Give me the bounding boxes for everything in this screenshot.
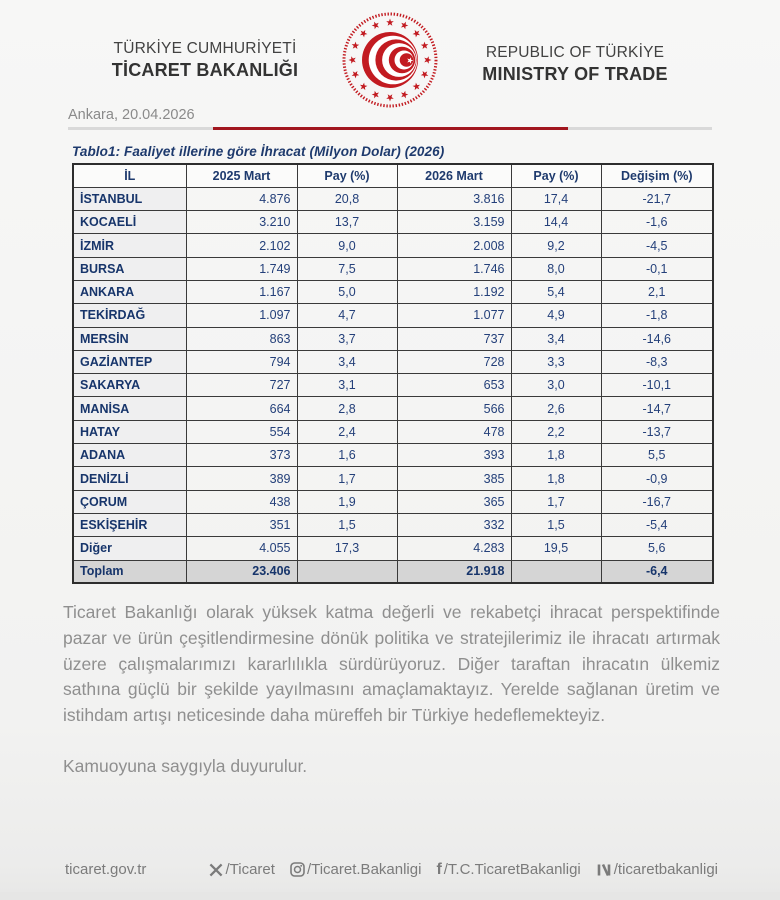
value-cell: 1.746	[397, 257, 511, 280]
value-cell: 4.876	[186, 187, 297, 210]
table-row	[73, 444, 713, 467]
value-cell: 1.077	[397, 304, 511, 327]
header-right-line1: REPUBLIC OF TÜRKİYE	[485, 44, 665, 61]
value-cell: -4,5	[601, 234, 713, 257]
value-cell: 3,1	[297, 374, 397, 397]
table-row	[73, 211, 713, 234]
value-cell: 3,4	[297, 350, 397, 373]
value-cell: 1,5	[511, 513, 601, 536]
social-handle: /T.C.TicaretBakanligi	[443, 861, 581, 878]
social-handle: /ticaretbakanligi	[613, 861, 718, 878]
value-cell: -5,4	[601, 513, 713, 536]
column-header: 2025 Mart	[186, 164, 297, 187]
table-total-row	[73, 560, 713, 583]
table-row	[73, 187, 713, 210]
column-header: Değişim (%)	[601, 164, 713, 187]
header-left-line2: TİCARET BAKANLIĞI	[111, 60, 299, 80]
province-cell: ESKİŞEHİR	[73, 513, 186, 536]
social-link-nsosyal[interactable]	[596, 861, 718, 878]
value-cell: 2,8	[297, 397, 397, 420]
table-row	[73, 280, 713, 303]
value-cell: 2,4	[297, 420, 397, 443]
value-cell: 664	[186, 397, 297, 420]
value-cell: 20,8	[297, 187, 397, 210]
table-header-row	[73, 164, 713, 187]
value-cell: 351	[186, 513, 297, 536]
footer	[65, 861, 718, 878]
value-cell: 332	[397, 513, 511, 536]
province-cell: Toplam	[73, 560, 186, 583]
divider-red-segment	[213, 127, 568, 130]
social-links	[209, 861, 718, 878]
value-cell: 727	[186, 374, 297, 397]
value-cell: 385	[397, 467, 511, 490]
value-cell: 1,8	[511, 444, 601, 467]
value-cell: 1,8	[511, 467, 601, 490]
column-header: 2026 Mart	[397, 164, 511, 187]
province-cell: TEKİRDAĞ	[73, 304, 186, 327]
value-cell: 9,2	[511, 234, 601, 257]
province-cell: KOCAELİ	[73, 211, 186, 234]
value-cell: 13,7	[297, 211, 397, 234]
value-cell: 365	[397, 490, 511, 513]
value-cell: -1,8	[601, 304, 713, 327]
province-cell: DENİZLİ	[73, 467, 186, 490]
value-cell: -21,7	[601, 187, 713, 210]
value-cell: -0,9	[601, 467, 713, 490]
province-cell: MANİSA	[73, 397, 186, 420]
value-cell: 728	[397, 350, 511, 373]
value-cell: 14,4	[511, 211, 601, 234]
value-cell: 3,4	[511, 327, 601, 350]
province-cell: ANKARA	[73, 280, 186, 303]
value-cell: 7,5	[297, 257, 397, 280]
bottom-band	[0, 892, 780, 900]
value-cell: 393	[397, 444, 511, 467]
value-cell: 1.167	[186, 280, 297, 303]
website-link[interactable]: ticaret.gov.tr	[65, 861, 147, 878]
table-row	[73, 490, 713, 513]
table-row	[73, 513, 713, 536]
value-cell: 17,3	[297, 537, 397, 560]
table-title: Tablo1: Faaliyet illerine göre İhracat (Milyon Dolar) (2026)	[72, 144, 445, 159]
value-cell: 3,3	[511, 350, 601, 373]
province-cell: HATAY	[73, 420, 186, 443]
social-link-x[interactable]	[209, 861, 274, 878]
value-cell: 863	[186, 327, 297, 350]
value-cell: 737	[397, 327, 511, 350]
table-row	[73, 374, 713, 397]
date-location: Ankara, 20.04.2026	[68, 107, 195, 123]
value-cell: 1,7	[511, 490, 601, 513]
x-icon	[209, 863, 223, 877]
value-cell: 1,6	[297, 444, 397, 467]
value-cell: 2.008	[397, 234, 511, 257]
export-table	[72, 163, 714, 584]
province-cell: İZMİR	[73, 234, 186, 257]
header-left-block	[98, 38, 312, 82]
column-header: Pay (%)	[511, 164, 601, 187]
table-row	[73, 350, 713, 373]
value-cell: -1,6	[601, 211, 713, 234]
province-cell: BURSA	[73, 257, 186, 280]
header-right-line2: MINISTRY OF TRADE	[482, 64, 668, 84]
value-cell: 3.210	[186, 211, 297, 234]
value-cell: 2,1	[601, 280, 713, 303]
value-cell: 5,5	[601, 444, 713, 467]
value-cell: 3.159	[397, 211, 511, 234]
value-cell: -13,7	[601, 420, 713, 443]
province-cell: ADANA	[73, 444, 186, 467]
facebook-icon: f	[436, 860, 442, 878]
value-cell: 2,6	[511, 397, 601, 420]
value-cell: -10,1	[601, 374, 713, 397]
value-cell: 3,7	[297, 327, 397, 350]
header-left-line1: TÜRKİYE CUMHURİYETİ	[113, 40, 297, 57]
value-cell: 3.816	[397, 187, 511, 210]
table-row	[73, 327, 713, 350]
value-cell: 19,5	[511, 537, 601, 560]
value-cell	[297, 560, 397, 583]
value-cell: 4,7	[297, 304, 397, 327]
value-cell: 653	[397, 374, 511, 397]
announcement-paragraph: Ticaret Bakanlığı olarak yüksek katma değerli ve rekabetçi ihracat perspektifinde pazar ve ürün çeşitlendirmesine dönük politika ve stratejilerimiz ile ihracatı artırmak üzere çalışmalarımızı kararlılıkla sürdürüyoruz. Diğer taraftan ihracatın ülkemiz sathına güçlü bir şekilde yayılmasını amaçlamaktayız. Yerelde sağlanan üretim ve istihdam artışı neticesinde daha müreffeh bir Türkiye hedeflemekteyiz.	[63, 602, 720, 726]
value-cell: 438	[186, 490, 297, 513]
value-cell: 5,4	[511, 280, 601, 303]
value-cell	[511, 560, 601, 583]
value-cell: -14,6	[601, 327, 713, 350]
value-cell: 2.102	[186, 234, 297, 257]
table-row	[73, 420, 713, 443]
closing-statement: Kamuoyuna saygıyla duyurulur.	[63, 756, 308, 776]
province-cell: GAZİANTEP	[73, 350, 186, 373]
value-cell: 1.097	[186, 304, 297, 327]
value-cell: 478	[397, 420, 511, 443]
value-cell: 373	[186, 444, 297, 467]
value-cell: 1.192	[397, 280, 511, 303]
province-cell: Diğer	[73, 537, 186, 560]
value-cell: 4,9	[511, 304, 601, 327]
province-cell: İSTANBUL	[73, 187, 186, 210]
social-link-instagram[interactable]	[290, 861, 422, 878]
instagram-icon	[290, 862, 305, 877]
table-row	[73, 257, 713, 280]
province-cell: MERSİN	[73, 327, 186, 350]
value-cell: -8,3	[601, 350, 713, 373]
province-cell: SAKARYA	[73, 374, 186, 397]
value-cell: 4.283	[397, 537, 511, 560]
value-cell: 17,4	[511, 187, 601, 210]
table-row	[73, 234, 713, 257]
header-right-block	[468, 42, 682, 86]
value-cell: 1,7	[297, 467, 397, 490]
export-table-section	[72, 144, 712, 584]
value-cell: 1.749	[186, 257, 297, 280]
value-cell: 1,9	[297, 490, 397, 513]
table-row	[73, 397, 713, 420]
table-row	[73, 537, 713, 560]
value-cell: 2,2	[511, 420, 601, 443]
value-cell: -0,1	[601, 257, 713, 280]
value-cell: 4.055	[186, 537, 297, 560]
ministry-of-trade-emblem-icon	[340, 10, 440, 110]
value-cell: 5,0	[297, 280, 397, 303]
table-row	[73, 467, 713, 490]
value-cell: 554	[186, 420, 297, 443]
column-header: İL	[73, 164, 186, 187]
province-cell: ÇORUM	[73, 490, 186, 513]
table-row	[73, 304, 713, 327]
value-cell: -6,4	[601, 560, 713, 583]
social-handle: /Ticaret.Bakanligi	[306, 861, 422, 878]
value-cell: 1,5	[297, 513, 397, 536]
value-cell: 21.918	[397, 560, 511, 583]
nsosyal-icon	[596, 863, 612, 877]
value-cell: -16,7	[601, 490, 713, 513]
value-cell: 3,0	[511, 374, 601, 397]
value-cell: 9,0	[297, 234, 397, 257]
social-handle: /Ticaret	[225, 861, 275, 878]
value-cell: 8,0	[511, 257, 601, 280]
value-cell: 794	[186, 350, 297, 373]
value-cell: 389	[186, 467, 297, 490]
value-cell: 23.406	[186, 560, 297, 583]
column-header: Pay (%)	[297, 164, 397, 187]
value-cell: -14,7	[601, 397, 713, 420]
value-cell: 5,6	[601, 537, 713, 560]
social-link-facebook[interactable]	[436, 861, 580, 878]
value-cell: 566	[397, 397, 511, 420]
divider-line	[68, 127, 712, 130]
